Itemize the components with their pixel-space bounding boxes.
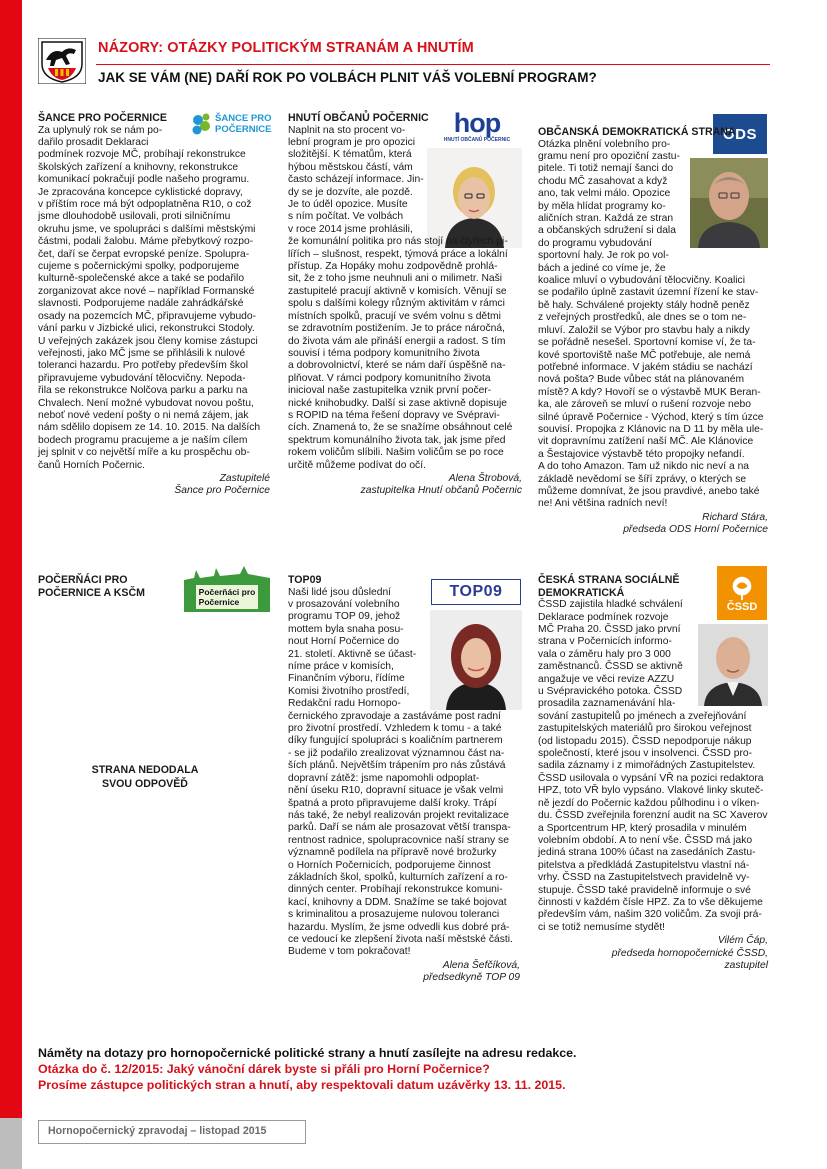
article-body: ČSSD zajistila hladké schválení Deklarace podmínek rozvoje MČ Praha 20. ČSSD jako první strana v Počernicích informo- vala o záměru haly pro 3 000 zaměstnanců. ČSSD se aktivně angažuje ve věci revize AZZU u Svépravického potoka. ČSSD prosadila zaznamenávání hla- sování zastupitelů po jménech a zveřejňování zastupitelských materiálů pro širokou veřejnost (od listopadu 2015). ČSSD nepodporuje nákup společností, které jsou v insolvenci. ČSSD pro- sadila záznamy i z mimořádných Zastupitelstev. ČSSD usilovala o vypsání VŘ na pozici redaktora HPZ, toto VŘ bylo vypsáno. Vlakové linky skuteč- ně jezdí do Počernic každou půlhodinu i o víken- du. ČSSD zveřejnila forenzní audit na SC Xaverov a Sportcentrum HP, který prosadila v minulém volebním období. A to není vše. ČSSD má jako jediná strana 100% účast na zasedáních Zastu- pitelstva a předkládá Zastupitelstvu vlastní ná- vrhy. ČSSD na Zastupitelstvech pravidelně vy- stupuje. ČSSD také pravidelně informuje o své činnosti v každém čísle HPZ. Za to vše děkujeme především vám, našim 320 voličům. Za svoji prá- ci se totiž nemusíme stydět! xyxy=(538,599,768,933)
article-body: Otázka plnění volebního pro- gramu není pro opoziční zastu- pitele. Ti totiž nemají šanci do chodu MČ zasahovat a když ano, tak velmi málo. Opozice by měla hlídat programy ko- aličních stran. Každá ze stran a občanských sdružení si dala do programu vybudování sportovní haly. Je rok po vol- bách a jediné co víme je, že koalice mluví o vybudování tělocvičny. Koalici se podařilo úplně zastavit územní řízení ke stav- bě haly. Schválené projekty stály hodně peněz z veřejných prostředků, ale dnes se o tom ne- mluví. Založil se Výbor pro stavbu haly a nikdy se pořádně nesešel. Sportovní komise ví, že ta- kové sportoviště naše MČ potřebuje, ale nemá potřebné informace. V jakém stádiu se nachází nová pošta? Bude vůbec stát na plánovaném místě? A kdy? Hovoří se o výstavbě MUK Beran- ka, ale zároveň se mluví o rušení rozvoje nebo silné úpravě Počernice - Východ, který s tím úzce souvisí. Propojka z Klánovic na D 11 by měla ule- vit dopravnímu zatížení naší MČ. Ale Klánovice a Šestajovice výstavbě této propojky nefandí. A do toho Amazon. Tam už nikdo nic neví a na základě nevědomí se šíří zprávy, o kterých se můžeme domnívat, že jsou pravdivé, anebo také ne! Ani většina radních neví! xyxy=(538,138,764,510)
article-sance xyxy=(38,112,270,498)
editorial-notice xyxy=(38,1045,778,1093)
notice-line-submissions: Náměty na dotazy pro hornopočernické politické strany a hnutí zasílejte na adresu redakce. xyxy=(38,1046,577,1060)
header-divider xyxy=(96,64,770,65)
no-answer-notice: STRANA NEDODALA SVOU ODPOVĚĎ xyxy=(91,764,199,790)
article-hop xyxy=(288,112,522,498)
party-name: TOP09 xyxy=(288,574,322,586)
article-signature: Richard Stára, předseda ODS Horní Počernice xyxy=(623,511,768,536)
party-name: ŠANCE PRO POČERNICE xyxy=(38,112,167,124)
article-body: Za uplynulý rok se nám po- dařilo prosadit Deklaraci podmínek rozvoje MČ, probíhají rekonstrukce školských zařízení a knihovny, rekonstrukce komunikací pokračují podle našeho programu. Je zpracována koncepce cyklistické dopravy, v příštím roce má být odpoplatněna R10, o což jsme dlouhodobě usilovali, proti silničnímu okruhu jsme, ve spolupráci s dalšími městskými částmi, podali žalobu. Máme přebytkový rozpo- čet, daří se čerpat evropské peníze. Spolupra- cujeme s počernickými spolky, podporujeme kulturně-společenské akce a také se podařilo zorganizovat akce nové – například Formanské slavnosti. Podporujeme nadále zahrádkářské osady na pozemcích MČ, připravujeme vybudo- vání parku v Jizbické ulici, rekonstrukci Stodoly. U veřejných zakázek jsou členy komise zástupci veřejnosti, jako MČ jsme se přihlásili k nulové toleranci hazardu. Pro potřeby především škol připravujeme vybudování tělocvičny. Nepoda- řila se rekonstrukce Nolčova parku a parku na Chvalech. Není možné vybudovat novou poštu, neboť nové vedení pošty o ni nemá zájem, jak nám sdělilo dopisem ze 14. 10. 2015. Na dalších bodech programu pracujeme a je naším cílem jej splnit v co největší míře a ku prospěchu ob- čanů Horních Počernic. xyxy=(38,124,261,471)
left-accent-stripe xyxy=(0,0,22,1169)
footer-issue-label: Hornopočernický zpravodaj – listopad 2015 xyxy=(38,1120,306,1144)
notice-line-deadline: Prosíme zástupce politických stran a hnutí, aby respektovali datum uzávěrky 13. 11. 2015. xyxy=(38,1078,566,1092)
article-top09 xyxy=(288,574,520,985)
party-name: POČERŇÁCI PRO POČERNICE A KSČM xyxy=(38,574,145,599)
party-name: OBČANSKÁ DEMOKRATICKÁ STRANA xyxy=(538,126,736,138)
pocernaci-logo-text: Počerňáci pro Počernice xyxy=(196,585,259,609)
page-subtitle: JAK SE VÁM (NE) DAŘÍ ROK PO VOLBÁCH PLNIT VÁŠ VOLEBNÍ PROGRAM? xyxy=(98,70,597,85)
ods-logo-text: ODS xyxy=(722,125,757,143)
pocernaci-logo xyxy=(184,566,270,612)
article-body: Naplnit na sto procent vo- lební program je pro opozici složitější. K tématům, která hýbou městskou částí, vám často scházejí informace. Jin- dy se je dozvíte, ale pozdě. Je to úděl opozice. Musíte s ním počítat. Ve volbách v roce 2014 jsme prohlásili, že komunální politika pro nás stojí na čtyřech pi- lířích – slušnost, respekt, týmová práce a lokální přístup. Za Hopáky mohu zodpovědně prohlá- sit, že z toho jsme neuhnuli ani o milimetr. Naši zastupitelé pracují aktivně v komisích. Věnují se spolu s dalšími kolegy různým aktivitám v rámci místních spolků, pracují ve svém volnu s dětmi se zdravotním postižením. Je to práce náročná, do života vám ale přináší energii a radost. S tím souvisí i téma podpory komunitního života a dobrovolnictví, které se nám daří úspěšně na- plňovat. V rámci podpory komunitního života inicioval naše zastupitelka vznik první počer- nické knihobudky. Další si zase aktivně dopisuje s ROPID na téma řešení dopravy ve Svépravi- cích. Znamená to, že se snažíme obsáhnout celé spektrum komunálního života tak, jak jsme před rokem voličům slíbili. Našim voličům se po roce určitě můžeme podívat do očí. xyxy=(288,124,513,471)
footer-grey-stripe xyxy=(0,1118,22,1169)
sance-logo-text: ŠANCE PRO POČERNICE xyxy=(215,113,272,135)
article-signature: Alena Šefčíková, předsedkyně TOP 09 xyxy=(423,959,520,984)
cssd-logo-text: ČSSD xyxy=(726,601,758,613)
notice-line-next-question: Otázka do č. 12/2015: Jaký vánoční dárek byste si přáli pro Horní Počernice? xyxy=(38,1062,490,1076)
article-signature: Alena Štrobová, zastupitelka Hnutí občanů Počernic xyxy=(360,472,522,497)
article-pocernaci xyxy=(38,574,188,599)
hop-logo-subtext: HNUTÍ OBČANŮ POČERNIC xyxy=(443,137,511,143)
article-cssd xyxy=(538,574,768,972)
page-title: NÁZORY: OTÁZKY POLITICKÝM STRANÁM A HNUTÍM xyxy=(98,40,474,56)
article-body: Naši lidé jsou důslední v prosazování volebního programu TOP 09, jehož mottem byla snaha posu- nout Horní Počernice do 21. století. Aktivně se účast- níme práce v komisích, Finančním výboru, řídíme Komisi životního prostředí, Redakční radu Hornopo- černického zpravodaje a zastáváme post radní pro životní prostředí. Vzhledem k tomu - a také díky fungující spolupráci s koaličním partnerem - se již podařilo zrealizovat významnou část na- ších plánů. Největším trápením pro nás zůstává dopravní zátěž: jsme napomohli odpoplat- nění úseku R10, dopravní situace je však velmi špatná a proto připravujeme další kroky. Trápí nás také, že nebyl realizován projekt revitalizace parků. Daří se nám ale prosazovat větší transpa- rentnost radnice, spolupracovnice naší strany se významně podílela na přípravě nové brožurky o Horních Počernicích, podporujeme činnost základních škol, spolků, kulturních zařízení a ro- dinných center. Probíhají rekonstrukce komuni- kací, knihovny a DDM. Snažíme se také bojovat s kriminalitou a prosazujeme nulovou toleranci hazardu. Myslím, že jsme odvedli kus dobré prá- ce vedoucí ke zlepšení života naší městské části. Budeme v tom pokračovat! xyxy=(288,586,513,958)
coat-of-arms-logo xyxy=(38,38,86,84)
hop-logo-text: hop xyxy=(453,108,501,138)
top09-logo-text: TOP09 xyxy=(449,583,503,600)
party-name: ČESKÁ STRANA SOCIÁLNĚ DEMOKRATICKÁ xyxy=(538,574,680,599)
article-signature: Zastupitelé Šance pro Počernice xyxy=(174,472,270,497)
article-ods xyxy=(538,112,768,537)
article-signature: Vilém Čáp, předseda hornopočernické ČSSD, zastupitel xyxy=(611,935,768,971)
party-name: HNUTÍ OBČANŮ POČERNIC xyxy=(288,112,429,124)
